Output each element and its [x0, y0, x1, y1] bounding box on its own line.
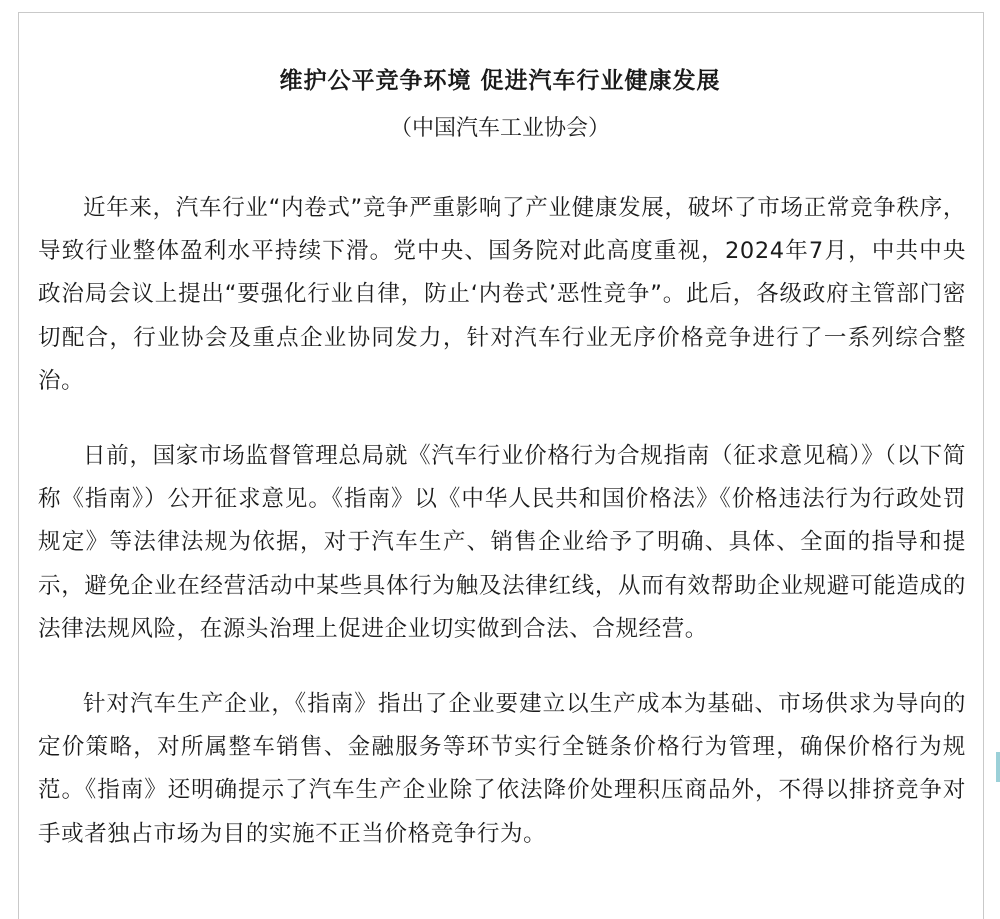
article-source: （中国汽车工业协会） — [389, 116, 610, 141]
paragraph-1: 近年来，汽车行业“内卷式”竞争严重影响了产业健康发展，破坏了市场正常竞争秩序，导致行业整体盈利水平持续下滑。党中央、国务院对此高度重视，2024年7月，中共中央政治局会议上提出“要强化行业自律，防止‘内卷式’恶性竞争”。此后，各级政府主管部门密切配合，行业协会及重点企业协同发力，针对汽车行业无序价格竞争进行了一系列综合整治。 — [38, 195, 966, 394]
paragraph-2: 日前，国家市场监督管理总局就《汽车行业价格行为合规指南（征求意见稿）》（以下简称《指南》）公开征求意见。《指南》以《中华人民共和国价格法》《价格违法行为行政处罚规定》等法律法规为依据，对于汽车生产、销售企业给予了明确、具体、全面的指导和提示，避免企业在经营活动中某些具体行为触及法律红线，从而有效帮助企业规避可能造成的法律法规风险，在源头治理上促进企业切实做到合法、合规经营。 — [38, 443, 966, 642]
article-title: 维护公平竞争环境 促进汽车行业健康发展 — [279, 68, 721, 94]
paragraph-3: 针对汽车生产企业，《指南》指出了企业要建立以生产成本为基础、市场供求为导向的定价策略，对所属整车销售、金融服务等环节实行全链条价格行为管理，确保价格行为规范。《指南》还明确提示了汽车生产企业除了依法降价处理积压商品外，不得以排挤竞争对手或者独占市场为目的实施不正当价格竞争行为。 — [38, 691, 966, 847]
edge-scroll-marker — [996, 752, 1000, 782]
article-body — [38, 187, 966, 856]
